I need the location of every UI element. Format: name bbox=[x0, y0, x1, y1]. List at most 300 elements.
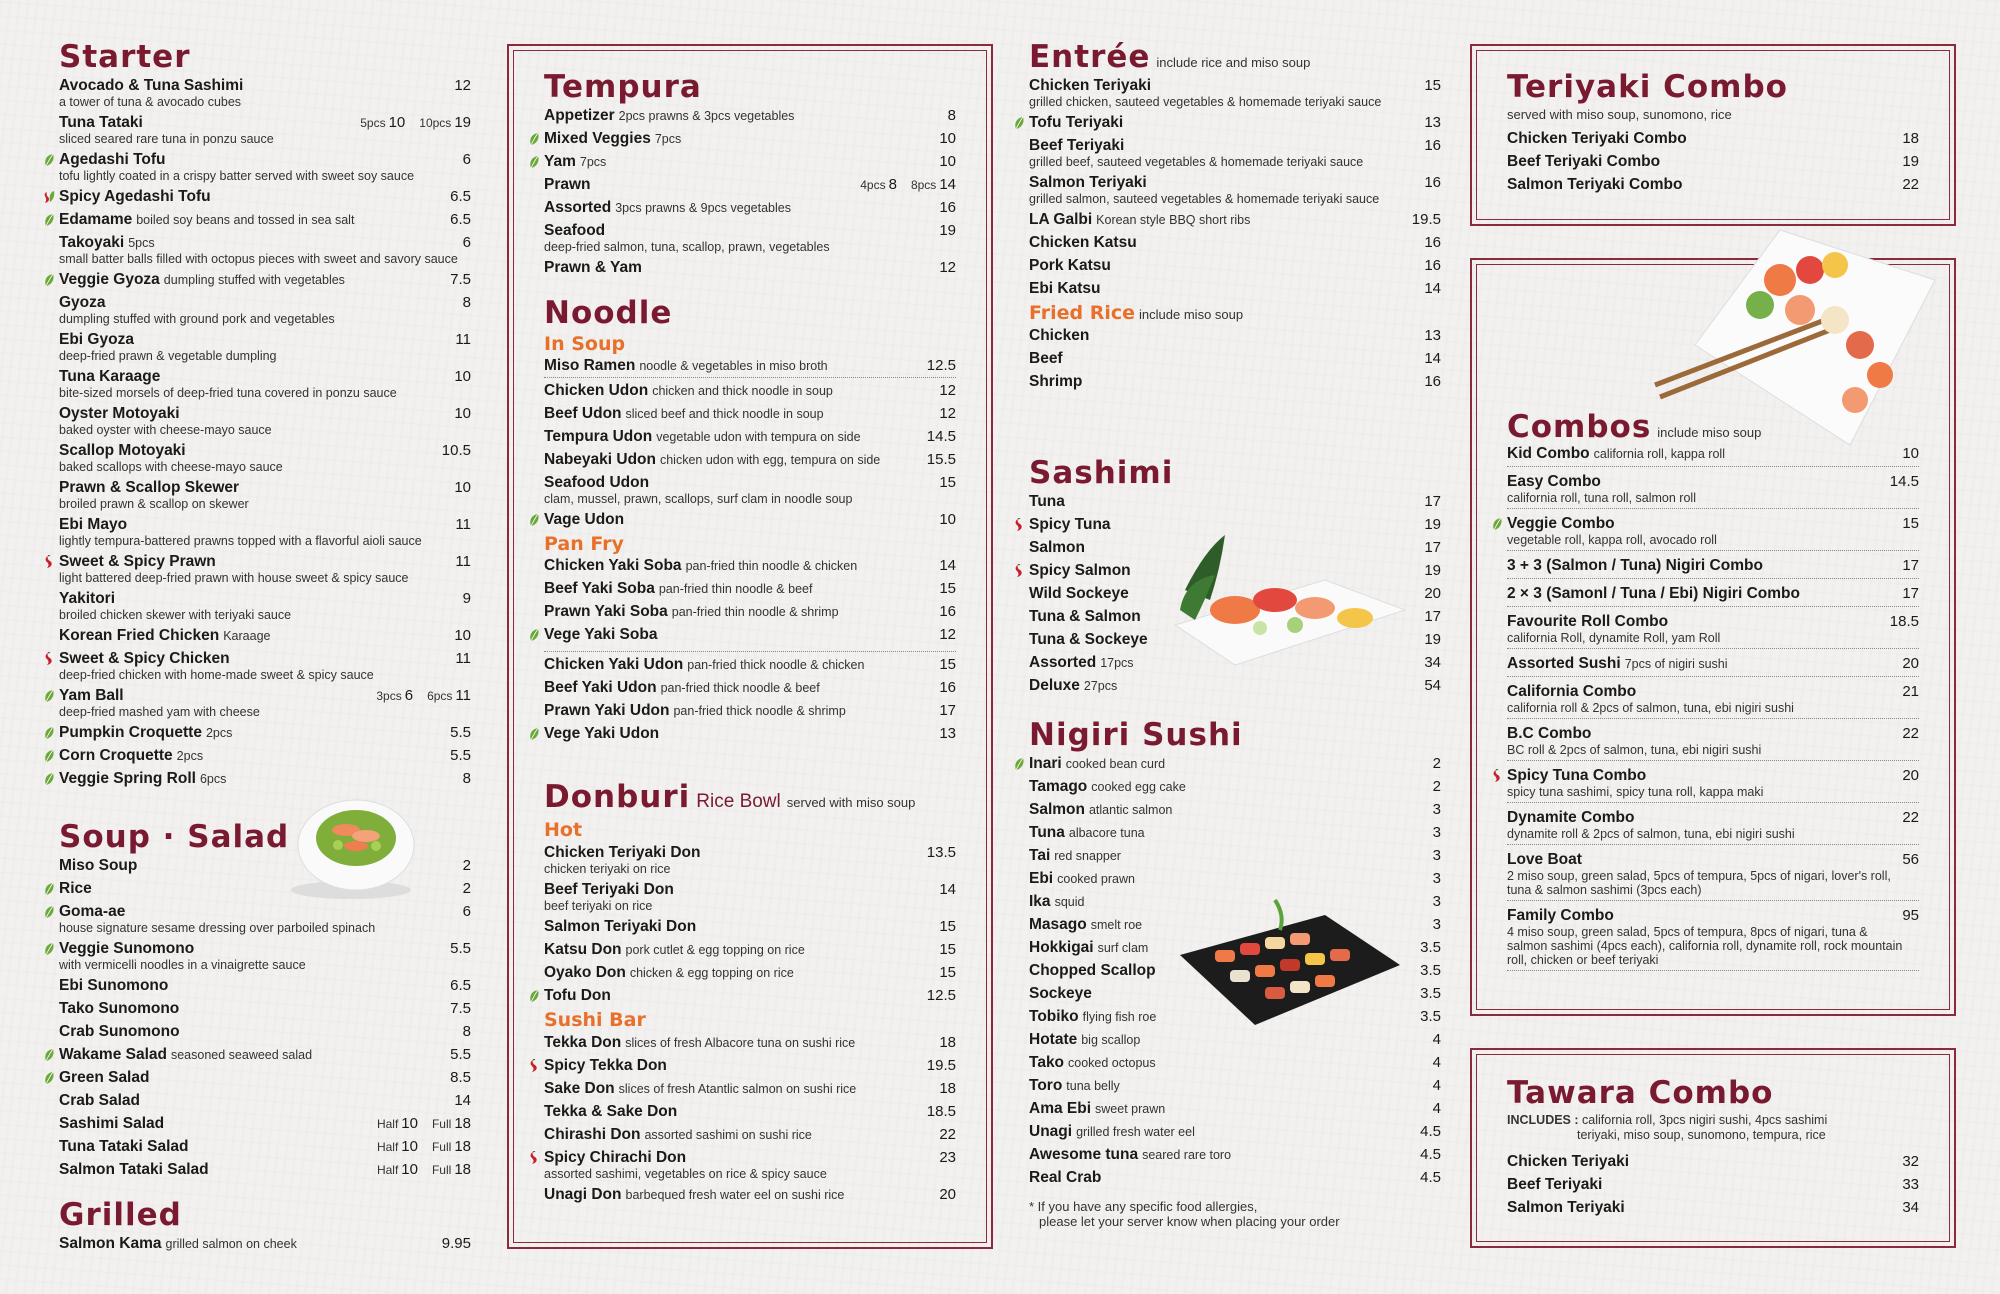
price-value: 3 bbox=[1432, 824, 1441, 841]
item-price bbox=[1902, 683, 1919, 701]
item-name: Wakame Salad bbox=[59, 1046, 167, 1063]
price-value: 13 bbox=[1424, 327, 1441, 344]
menu-item-name bbox=[59, 294, 463, 312]
item-description: grilled salmon, sauteed vegetables & homemade teriyaki sauce bbox=[1029, 192, 1380, 206]
item-name: Beef Yaki Udon bbox=[544, 679, 657, 696]
item-name: Tuna bbox=[1029, 824, 1065, 841]
price-value: 6.5 bbox=[450, 211, 471, 228]
price-value: 12 bbox=[454, 77, 471, 94]
menu-item-text bbox=[1507, 445, 1902, 463]
item-description: deep-fried prawn & vegetable dumpling bbox=[59, 349, 277, 363]
menu-item-name bbox=[1029, 350, 1424, 368]
item-name: Scallop Motoyaki bbox=[59, 442, 186, 459]
menu-item-text bbox=[1029, 824, 1433, 842]
price-value: 2 bbox=[1432, 755, 1441, 772]
item-price bbox=[939, 702, 956, 720]
item-note: tuna belly bbox=[1066, 1079, 1120, 1093]
price-value: 10 bbox=[454, 405, 471, 422]
menu-item-text bbox=[59, 1092, 454, 1110]
menu-item-text bbox=[1029, 801, 1433, 819]
menu-item-text bbox=[59, 1023, 463, 1041]
menu-item-name bbox=[59, 516, 455, 534]
menu-item bbox=[544, 130, 956, 148]
item-price bbox=[450, 724, 471, 742]
menu-item bbox=[1507, 130, 1919, 148]
item-name: B.C Combo bbox=[1507, 725, 1592, 742]
item-description: light battered deep-fried prawn with house sweet & spicy sauce bbox=[59, 571, 409, 585]
item-description: house signature sesame dressing over parboiled spinach bbox=[59, 921, 376, 935]
item-name: Chicken Teriyaki bbox=[1029, 77, 1152, 94]
item-description: bite-sized morsels of deep-fried tuna covered in ponzu sauce bbox=[59, 386, 397, 400]
item-name: Awesome tuna bbox=[1029, 1146, 1139, 1163]
menu-item-text bbox=[1029, 677, 1424, 695]
price-value: 12.5 bbox=[926, 987, 956, 1004]
item-description: small batter balls filled with octopus pieces with sweet and savory sauce bbox=[59, 252, 458, 266]
menu-item-name bbox=[544, 176, 852, 194]
veggie-icon bbox=[1492, 517, 1503, 531]
item-price bbox=[1424, 562, 1441, 580]
menu-item-text bbox=[1029, 211, 1412, 229]
menu-item-name bbox=[1029, 824, 1433, 842]
menu-item-name bbox=[1507, 515, 1902, 533]
price-value: 14.5 bbox=[926, 428, 956, 445]
item-name: Crab Sunomono bbox=[59, 1023, 180, 1040]
menu-item bbox=[59, 234, 471, 266]
menu-item-text bbox=[1029, 870, 1433, 888]
menu-item-text bbox=[59, 1138, 369, 1156]
price-value: 9 bbox=[462, 590, 471, 607]
combos-title-text: Combos bbox=[1507, 409, 1652, 445]
combos-title bbox=[1507, 409, 1919, 445]
price-value: 8.5 bbox=[450, 1069, 471, 1086]
item-name: Chicken Teriyaki Combo bbox=[1507, 130, 1687, 147]
item-price bbox=[939, 656, 956, 674]
item-name: Beef bbox=[1029, 350, 1063, 367]
menu-item bbox=[59, 405, 471, 437]
item-price bbox=[1902, 585, 1919, 603]
item-price bbox=[1902, 515, 1919, 533]
menu-item-text bbox=[1507, 725, 1902, 757]
item-price bbox=[939, 1149, 956, 1167]
price-value: 3 bbox=[1432, 916, 1441, 933]
menu-item-name bbox=[59, 1069, 450, 1087]
menu-item-name bbox=[544, 1080, 939, 1098]
item-price bbox=[1902, 907, 1919, 925]
item-name: Salmon Tataki Salad bbox=[59, 1161, 209, 1178]
menu-item-name bbox=[59, 479, 454, 497]
item-note: cooked octopus bbox=[1068, 1056, 1156, 1070]
price-value: 3.5 bbox=[1420, 939, 1441, 956]
price-value: 10 bbox=[454, 368, 471, 385]
menu-item-name bbox=[544, 511, 939, 529]
item-name: Spicy Chirachi Don bbox=[544, 1149, 687, 1166]
menu-item-text bbox=[1507, 473, 1890, 505]
price-value: 12 bbox=[939, 382, 956, 399]
item-name: Masago bbox=[1029, 916, 1087, 933]
item-note: slices of fresh Atantlic salmon on sushi rice bbox=[618, 1082, 857, 1096]
menu-item-name bbox=[544, 1126, 939, 1144]
price-value: 14.5 bbox=[1889, 473, 1919, 490]
item-note: Korean style BBQ short ribs bbox=[1096, 213, 1251, 227]
item-price bbox=[939, 511, 956, 529]
menu-item-text bbox=[1507, 655, 1902, 673]
menu-item bbox=[1507, 907, 1919, 971]
menu-item-text bbox=[59, 294, 463, 326]
item-price bbox=[1424, 654, 1441, 672]
item-name: Beef Udon bbox=[544, 405, 622, 422]
item-price bbox=[1424, 350, 1441, 368]
price-value: 8 bbox=[947, 107, 956, 124]
menu-item bbox=[1029, 257, 1441, 275]
menu-item bbox=[1029, 824, 1441, 842]
price-value: 10 bbox=[454, 627, 471, 644]
menu-item-text bbox=[544, 881, 939, 913]
pan-fry-list-a bbox=[544, 557, 956, 652]
menu-item bbox=[59, 590, 471, 622]
column-noodle bbox=[544, 295, 956, 748]
item-note: surf clam bbox=[1097, 941, 1149, 955]
menu-item-name bbox=[59, 331, 455, 349]
item-note: 6pcs bbox=[199, 772, 227, 786]
price-value: 12 bbox=[939, 259, 956, 276]
item-note: big scallop bbox=[1081, 1033, 1141, 1047]
menu-item bbox=[59, 368, 471, 400]
menu-item-name bbox=[59, 1000, 450, 1018]
price-value: 5.5 bbox=[450, 747, 471, 764]
menu-item-name bbox=[544, 222, 939, 240]
item-price bbox=[1433, 1100, 1441, 1118]
item-note: cooked bean curd bbox=[1065, 757, 1166, 771]
menu-item-name bbox=[59, 188, 450, 206]
price-value: 11 bbox=[455, 331, 471, 348]
item-price bbox=[454, 368, 471, 386]
item-description: with vermicelli noodles in a vinaigrette sauce bbox=[59, 958, 306, 972]
item-price bbox=[1890, 613, 1919, 631]
menu-item-name bbox=[544, 1057, 927, 1075]
item-description: clam, mussel, prawn, scallops, surf clam in noodle soup bbox=[544, 492, 853, 506]
price-value: 6 bbox=[462, 151, 471, 168]
menu-item bbox=[59, 1069, 471, 1087]
item-note: squid bbox=[1054, 895, 1085, 909]
menu-item-name bbox=[544, 357, 927, 375]
item-price bbox=[1433, 893, 1441, 911]
price-value: 17 bbox=[1424, 493, 1441, 510]
noodle-title: Noodle bbox=[544, 295, 673, 331]
item-price bbox=[369, 1161, 471, 1179]
menu-item-text bbox=[59, 590, 463, 622]
hot-list bbox=[544, 844, 956, 1005]
in-soup-list-b bbox=[544, 382, 956, 529]
item-name: Crab Salad bbox=[59, 1092, 140, 1109]
donburi-title-text: Donburi bbox=[544, 779, 691, 815]
item-price bbox=[454, 479, 471, 497]
menu-item-name bbox=[544, 941, 939, 959]
price-value: 20 bbox=[1424, 585, 1441, 602]
menu-item bbox=[1029, 755, 1441, 773]
price-value: 15 bbox=[939, 474, 956, 491]
price-value: 3.5 bbox=[1420, 1008, 1441, 1025]
item-note: california roll, kappa roll bbox=[1593, 447, 1725, 461]
menu-item bbox=[1507, 851, 1919, 901]
item-name: Yam Ball bbox=[59, 687, 124, 704]
item-price bbox=[939, 259, 956, 277]
item-name: Nabeyaki Udon bbox=[544, 451, 656, 468]
price-value: 3.5 bbox=[1420, 962, 1441, 979]
item-price bbox=[455, 516, 471, 534]
menu-item-name bbox=[1029, 778, 1433, 796]
tawara-combo-title: Tawara Combo bbox=[1507, 1075, 1774, 1111]
menu-item bbox=[59, 151, 471, 183]
menu-item bbox=[59, 553, 471, 585]
price-value: 6 bbox=[462, 903, 471, 920]
item-price bbox=[1433, 870, 1441, 888]
menu-item-text bbox=[1029, 847, 1433, 865]
menu-item bbox=[1507, 1176, 1919, 1194]
item-name: Takoyaki bbox=[59, 234, 125, 251]
menu-item-text bbox=[1029, 257, 1424, 275]
combos-note: include miso soup bbox=[1657, 425, 1762, 440]
item-note: seared rare toro bbox=[1142, 1148, 1232, 1162]
item-price bbox=[1433, 847, 1441, 865]
column-tawara-combo bbox=[1507, 1075, 1919, 1222]
menu-item-name bbox=[1029, 847, 1433, 865]
menu-item-name bbox=[544, 626, 939, 644]
menu-item-name bbox=[1029, 801, 1433, 819]
menu-item-text bbox=[544, 918, 939, 936]
item-price bbox=[1433, 824, 1441, 842]
item-name: California Combo bbox=[1507, 683, 1637, 700]
item-name: Edamame bbox=[59, 211, 133, 228]
item-name: Prawn Yaki Soba bbox=[544, 603, 668, 620]
menu-item-name bbox=[59, 114, 352, 132]
price-value: 14 bbox=[939, 176, 956, 193]
menu-item-name bbox=[1507, 176, 1902, 194]
item-description: grilled beef, sauteed vegetables & homemade teriyaki sauce bbox=[1029, 155, 1364, 169]
fried-rice-note: include miso soup bbox=[1139, 307, 1244, 322]
veggie-icon bbox=[44, 726, 55, 740]
menu-item-text bbox=[544, 580, 939, 598]
spicy-icon bbox=[1492, 769, 1503, 783]
item-price bbox=[1433, 1054, 1441, 1072]
item-name: Chicken Yaki Udon bbox=[544, 656, 684, 673]
item-name: Spicy Tuna Combo bbox=[1507, 767, 1647, 784]
menu-item-name bbox=[59, 1161, 369, 1179]
donburi-note: served with miso soup bbox=[786, 795, 916, 810]
menu-item-text bbox=[59, 188, 450, 206]
entree-note: include rice and miso soup bbox=[1156, 55, 1311, 70]
item-price bbox=[1902, 557, 1919, 575]
item-name: Ebi bbox=[1029, 870, 1054, 887]
menu-item-text bbox=[544, 1103, 927, 1121]
menu-item-name bbox=[544, 259, 939, 277]
item-note: noodle & vegetables in miso broth bbox=[639, 359, 828, 373]
item-price bbox=[463, 880, 471, 898]
item-name: Rice bbox=[59, 880, 92, 897]
item-name: Deluxe bbox=[1029, 677, 1080, 694]
item-name: Pork Katsu bbox=[1029, 257, 1111, 274]
menu-item-text bbox=[59, 747, 450, 765]
item-note: vegetable udon with tempura on side bbox=[656, 430, 861, 444]
item-name: Oyako Don bbox=[544, 964, 626, 981]
item-description: 2 miso soup, green salad, 5pcs of tempura, 5pcs of nigari, lover's roll, tuna & salmon sashimi (3pcs each) bbox=[1507, 869, 1891, 897]
menu-item bbox=[1029, 137, 1441, 169]
price-value: 54 bbox=[1424, 677, 1441, 694]
item-name: Inari bbox=[1029, 755, 1062, 772]
menu-item-name bbox=[544, 107, 948, 125]
item-price bbox=[352, 114, 471, 132]
item-note: pan-fried thick noodle & shrimp bbox=[673, 704, 846, 718]
price-size-label: 8pcs bbox=[910, 178, 937, 192]
menu-item bbox=[59, 516, 471, 548]
price-value: 16 bbox=[939, 199, 956, 216]
menu-item-text bbox=[544, 451, 927, 469]
item-price bbox=[939, 964, 956, 982]
item-name: Miso Ramen bbox=[544, 357, 636, 374]
price-value: 20 bbox=[1902, 655, 1919, 672]
pan-fry-list-b bbox=[544, 656, 956, 743]
menu-item bbox=[59, 331, 471, 363]
menu-item-name bbox=[59, 747, 450, 765]
menu-item-name bbox=[1029, 493, 1424, 511]
price-value: 17 bbox=[1902, 585, 1919, 602]
item-price bbox=[455, 553, 471, 571]
menu-item-name bbox=[544, 1103, 927, 1121]
item-name: Ika bbox=[1029, 893, 1051, 910]
menu-item-text bbox=[59, 331, 455, 363]
grilled-list bbox=[59, 1235, 471, 1253]
menu-item-name bbox=[59, 977, 450, 995]
menu-item-text bbox=[544, 964, 939, 982]
item-note: red snapper bbox=[1054, 849, 1121, 863]
menu-item-text bbox=[544, 357, 927, 375]
menu-item-text bbox=[1029, 778, 1433, 796]
item-note: pan-fried thin noodle & beef bbox=[658, 582, 813, 596]
item-price bbox=[1412, 211, 1441, 229]
price-value: 10 bbox=[939, 130, 956, 147]
item-name: Spicy Tekka Don bbox=[544, 1057, 667, 1074]
menu-item bbox=[544, 603, 956, 621]
item-price bbox=[1424, 493, 1441, 511]
menu-item-text bbox=[59, 903, 463, 935]
item-name: Tofu Don bbox=[544, 987, 611, 1004]
item-price bbox=[939, 626, 956, 644]
item-price bbox=[939, 1186, 956, 1204]
price-value: 23 bbox=[939, 1149, 956, 1166]
menu-item bbox=[1507, 767, 1919, 803]
menu-item-name bbox=[544, 881, 939, 899]
item-price bbox=[450, 1046, 471, 1064]
allergy-note: * If you have any specific food allergies, bbox=[1029, 1199, 1258, 1214]
menu-item-text bbox=[1029, 1169, 1420, 1187]
menu-item-name bbox=[1507, 683, 1902, 701]
price-value: 3 bbox=[1432, 847, 1441, 864]
sashimi-title: Sashimi bbox=[1029, 455, 1174, 491]
donburi-subtitle: Rice Bowl bbox=[696, 791, 781, 812]
item-price bbox=[939, 1126, 956, 1144]
menu-item-text bbox=[544, 1034, 939, 1052]
price-value: 20 bbox=[1902, 767, 1919, 784]
price-value: 11 bbox=[455, 516, 471, 533]
menu-item-name bbox=[544, 1034, 939, 1052]
price-value: 10.5 bbox=[441, 442, 471, 459]
menu-item-name bbox=[1507, 655, 1902, 673]
item-price bbox=[1433, 755, 1441, 773]
price-value: 19 bbox=[1424, 562, 1441, 579]
veggie-icon bbox=[44, 273, 55, 287]
menu-item-text bbox=[59, 650, 455, 682]
item-name: Tobiko bbox=[1029, 1008, 1079, 1025]
item-price bbox=[927, 451, 956, 469]
column-entree bbox=[1029, 39, 1441, 396]
item-price bbox=[939, 918, 956, 936]
price-size-label: Full bbox=[431, 1117, 452, 1131]
menu-item-name bbox=[544, 844, 927, 862]
item-price bbox=[1420, 985, 1441, 1003]
item-price bbox=[1433, 1077, 1441, 1095]
menu-item bbox=[59, 1046, 471, 1064]
in-soup-title: In Soup bbox=[544, 333, 626, 355]
menu-item bbox=[1029, 327, 1441, 345]
menu-item bbox=[544, 941, 956, 959]
menu-item-name bbox=[544, 451, 927, 469]
veggie-icon bbox=[44, 942, 55, 956]
column-teriyaki-combo bbox=[1507, 69, 1919, 199]
item-note: boiled soy beans and tossed in sea salt bbox=[136, 213, 355, 227]
menu-item-text bbox=[59, 1046, 450, 1064]
menu-item bbox=[544, 1186, 956, 1204]
menu-item-text bbox=[59, 114, 352, 146]
menu-item bbox=[1507, 515, 1919, 551]
item-description: lightly tempura-battered prawns topped with a flavorful aioli sauce bbox=[59, 534, 422, 548]
menu-item bbox=[59, 940, 471, 972]
item-description: beef teriyaki on rice bbox=[544, 899, 653, 913]
item-name: Kid Combo bbox=[1507, 445, 1590, 462]
item-price bbox=[1902, 445, 1919, 463]
item-name: Ebi Sunomono bbox=[59, 977, 169, 994]
item-note: grilled salmon on cheek bbox=[165, 1237, 297, 1251]
menu-item bbox=[544, 511, 956, 529]
price-size-label: Full bbox=[431, 1163, 452, 1177]
menu-item-name bbox=[544, 964, 939, 982]
menu-item-name bbox=[59, 77, 454, 95]
item-description: deep-fried salmon, tuna, scallop, prawn, vegetables bbox=[544, 240, 830, 254]
price-value: 14 bbox=[939, 557, 956, 574]
menu-item bbox=[1507, 613, 1919, 649]
item-name: Tuna Tataki Salad bbox=[59, 1138, 189, 1155]
menu-item-name bbox=[1507, 907, 1902, 925]
price-value: 11 bbox=[455, 553, 471, 570]
item-note: chicken and thick noodle in soup bbox=[652, 384, 833, 398]
menu-item-name bbox=[59, 1046, 450, 1064]
item-price bbox=[1902, 655, 1919, 673]
item-note: albacore tuna bbox=[1068, 826, 1145, 840]
item-price bbox=[939, 474, 956, 492]
menu-item-text bbox=[59, 368, 454, 400]
item-note: Karaage bbox=[223, 629, 271, 643]
price-value: 16 bbox=[1424, 373, 1441, 390]
item-description: deep-fried chicken with home-made sweet & spicy sauce bbox=[59, 668, 374, 682]
price-value: 15.5 bbox=[926, 451, 956, 468]
item-price bbox=[1433, 801, 1441, 819]
item-name: Seafood bbox=[544, 222, 606, 239]
item-name: Ebi Gyoza bbox=[59, 331, 134, 348]
item-name: Sockeye bbox=[1029, 985, 1092, 1002]
menu-item-text bbox=[59, 857, 463, 875]
menu-item-text bbox=[59, 724, 450, 742]
item-price bbox=[1420, 962, 1441, 980]
fried-rice-title-text: Fried Rice bbox=[1029, 302, 1136, 324]
menu-item-name bbox=[1029, 677, 1424, 695]
